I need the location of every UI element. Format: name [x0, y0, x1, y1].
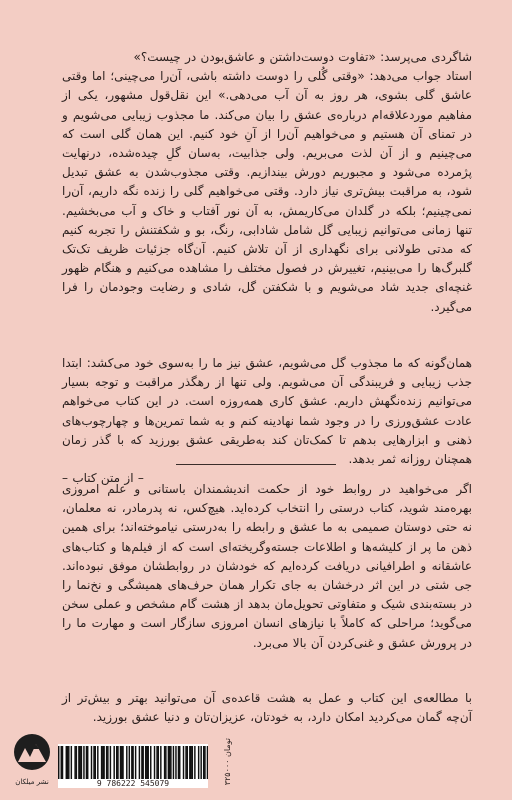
barcode-bar [141, 746, 142, 779]
barcode-bar [139, 746, 140, 779]
barcode-bar [185, 746, 186, 779]
barcode-bars [58, 744, 208, 779]
barcode-bar [117, 746, 118, 779]
barcode-bar [74, 746, 75, 779]
barcode-bar [81, 746, 82, 779]
barcode-bar [158, 746, 159, 779]
promo-paragraph: اگر می‌خواهید در روابط خود از حکمت اندیشمندان باستانی و علم امروزی بهره‌مند شوید، کتاب درستی را انتخاب کرده‌اید. هیچ‌کس، نه پدرمادر، نه معلمان، نه حتی دوستان صمیمی به ما عشق و رابطه را به‌درستی نیاموخته‌اند؛ برای همین ذهن ما پر از کلیشه‌ها و اطلاعات جسته‌وگریخته‌ای است که از فیلم‌ها و کتاب‌های عاشقانه و اطرافیانی دریافت کرده‌ایم که خودشان در روابطشان موفق نبوده‌اند. جی شتی در این اثر درخشان به جای تکرار همان حرف‌های همیشگی و نخ‌نما را در بسته‌بندی شیک و متفاوتی تحویل‌مان بدهد از هشت گام مشخص و عملی سخن می‌گوید؛ مراحلی که کاملاً با نیازهای انسان امروزی سازگار است و مهارت ما را در پرورش عشق و غنی‌کردن آن بالا می‌برد. [62, 482, 472, 650]
barcode-bar [168, 746, 169, 779]
barcode-bar [87, 746, 88, 779]
barcode-bar [68, 746, 69, 779]
barcode-bar [91, 746, 92, 779]
barcode-bar [79, 746, 80, 779]
barcode-bar [67, 746, 68, 779]
barcode-bar [187, 746, 188, 779]
barcode-bar [148, 746, 149, 779]
barcode-bar [122, 746, 123, 779]
closing-paragraph: با مطالعه‌ی این کتاب و عمل به هشت قاعده‌ی آن می‌توانید بهتر و بیش‌تر از آن‌چه گمان می‌کردید امکان دارد، به خودتان، عزیزان‌تان و دنیا عشق بورزید. [62, 691, 472, 725]
barcode-bar [102, 746, 103, 779]
barcode-bar [113, 746, 114, 779]
barcode-bar [190, 746, 191, 779]
publisher-name: نشر میلکان [15, 778, 49, 786]
barcode-bar [93, 746, 94, 779]
barcode-bar [106, 746, 107, 779]
barcode-bar [61, 746, 62, 779]
barcode-bar [154, 746, 155, 779]
intro-block [62, 48, 472, 317]
barcode-bar [169, 746, 170, 779]
barcode-bar [170, 746, 171, 779]
barcode-bar [198, 746, 199, 779]
second-block [62, 354, 472, 488]
barcode-bar [160, 746, 161, 779]
barcode-bar [183, 746, 184, 779]
barcode-bar [126, 746, 127, 779]
barcode-bar [103, 746, 104, 779]
barcode-bar [107, 746, 108, 779]
barcode-bar [132, 746, 133, 779]
barcode-bar [192, 746, 193, 779]
barcode-bar [178, 746, 179, 779]
barcode-bar [156, 746, 157, 779]
barcode-bar [164, 746, 165, 779]
barcode-bar [145, 746, 146, 779]
barcode-bar [179, 746, 180, 779]
barcode-bar [189, 746, 190, 779]
barcode-bar [135, 746, 136, 779]
divider [176, 464, 336, 465]
barcode-bar [83, 746, 84, 779]
barcode-bar [129, 746, 130, 779]
barcode-bar [76, 746, 77, 779]
closing-block [62, 689, 472, 727]
barcode-bar [66, 746, 67, 779]
barcode-bar [120, 746, 121, 779]
barcode-bar [78, 746, 79, 779]
barcode-bar [175, 746, 176, 779]
barcode-bar [203, 746, 204, 779]
barcode-bar [97, 746, 98, 779]
barcode-bar [62, 746, 63, 779]
barcode-bar [173, 746, 174, 779]
barcode-bar [146, 746, 147, 779]
barcode-bar [121, 746, 122, 779]
second-paragraph: همان‌گونه که ما مجذوب گل می‌شویم، عشق نیز ما را به‌سوی خود می‌کشد: ابتدا جذب زیبایی و فریبندگی آن می‌شویم. ولی تنها از رهگذر مراقبت و توجه بسیار می‌توانیم زنده‌نگهش داریم. عشق کاری همه‌روزه است. در این کتاب می‌خواهم عادت عشق‌ورزی را در وجود شما نهادینه کنم و به شما تمرین‌ها و چهارچوب‌های ذهنی و ابزارهایی بدهم تا کمک‌تان کند به‌طریقی عشق بورزید که با گذر زمان همچنان روزانه ثمر بدهد. [62, 356, 472, 467]
barcode-bar [142, 746, 143, 779]
barcode-bar [116, 746, 117, 779]
barcode-digits: 9 786222 545079 [58, 779, 208, 788]
barcode-bar [150, 746, 151, 779]
barcode-bar [86, 746, 87, 779]
intro-question: شاگردی می‌پرسد: «تفاوت دوست‌داشتن و عاشق‌بودن در چیست؟» [133, 50, 472, 64]
price-label: ۳۲۵۰۰۰ تومان [223, 738, 232, 786]
barcode-bar [110, 746, 111, 779]
barcode-bar [204, 746, 205, 779]
barcode-bar [101, 746, 102, 779]
publisher-logo-icon [10, 732, 54, 788]
barcode-bar [131, 746, 132, 779]
promo-block [62, 480, 472, 653]
barcode-bar [165, 746, 166, 779]
barcode-bar [95, 746, 96, 779]
barcode-bar [200, 746, 201, 779]
barcode-bar [58, 746, 59, 779]
intro-answer: استاد جواب می‌دهد: «وقتی گُلی را دوست داشته باشی، آن‌را می‌چینی؛ اما وقتی عاشق گلی بشوی، هر روز به آن آب می‌دهی.» این نقل‌قول مشهور، یکی از مفاهیم موردعلاقه‌ام درباره‌ی عشق را بیان می‌کند. ما مجذوب زیبایی می‌شویم و در تمنای آن هستیم و می‌خواهیم آن‌را از آنِ خود کنیم. این همان گلی است که می‌چینیم و از آن لذت می‌بریم. ولی جذابیت، به‌سان گلِ چیده‌شده، درنهایت پژمرده می‌شود و مجبوریم دورش بیندازیم. وقتی مجذوب‌شدن به عشق تبدیل شود، به مراقبت بیش‌تری نیاز دارد. وقتی می‌خواهیم گلی را زنده نگه داریم، آن‌را نمی‌چینیم؛ بلکه در گلدان می‌کاریمش، به آن نور آفتاب و خاک و آب می‌بخشیم. تنها زمانی می‌توانیم زیبایی گل شامل شادابی، رنگ، بو و شکفتنش را تجربه کنیم که مدتی طولانی برای نگهداری از آن تلاش کنیم. آن‌گاه جزئیات ظریف تک‌تک گلبرگ‌ها را می‌بینیم، تغییرش در فصول مختلف را مشاهده می‌کنیم و هنگام ظهور غنچه‌ای جدید شاد می‌شویم و با شکفتن گل، شادی و رضایت وجودمان را فرا می‌گیرد. [62, 69, 472, 314]
barcode-bar [71, 746, 72, 779]
barcode-bar [194, 746, 195, 779]
source-note: – از متن کتاب – [62, 471, 144, 486]
barcode-bar [207, 746, 208, 779]
